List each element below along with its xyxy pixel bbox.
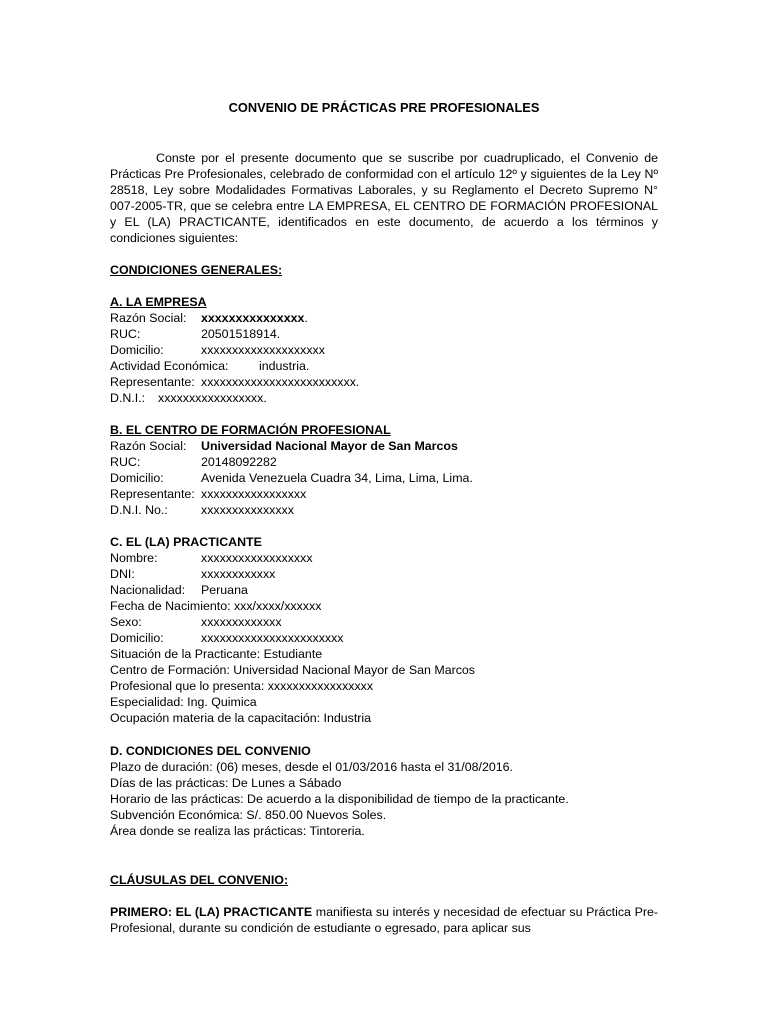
field-value: xxxxxxxxxxxx — [201, 567, 276, 581]
condiciones-section — [110, 743, 670, 839]
practicante-section — [110, 534, 670, 726]
field-suffix: . — [304, 311, 308, 325]
clausulas-heading: CLÁUSULAS DEL CONVENIO: — [110, 873, 289, 887]
empresa-heading: A. LA EMPRESA — [110, 295, 207, 309]
condiciones-heading: D. CONDICIONES DEL CONVENIO — [110, 744, 311, 758]
centro-dni-row — [110, 502, 670, 518]
condiciones-dias-line: Días de las prácticas: De Lunes a Sábado — [110, 776, 342, 790]
practicante-dni-row — [110, 566, 670, 582]
empresa-dni-row — [110, 390, 670, 406]
field-value: Avenida Venezuela Cuadra 34, Lima, Lima, Lima. — [201, 471, 473, 485]
field-value: xxxxxxxxxxxxxxxxxxxx — [201, 343, 325, 357]
field-value: Peruana — [201, 583, 248, 597]
field-value: xxxxxxxxxxxxxxxxx — [201, 487, 307, 501]
field-label: Nacionalidad: — [110, 583, 186, 597]
practicante-situacion-line: Situación de la Practicante: Estudiante — [110, 647, 323, 661]
field-value: xxxxxxxxxxxxxxx — [201, 311, 305, 325]
clause-primero-lead: PRIMERO: EL (LA) PRACTICANTE — [110, 905, 313, 919]
centro-heading: B. EL CENTRO DE FORMACIÓN PROFESIONAL — [110, 423, 391, 437]
field-value: xxxxxxxxxxxxxxx — [201, 503, 294, 517]
field-label: Nombre: — [110, 551, 158, 565]
field-label: RUC: — [110, 455, 141, 469]
empresa-section — [110, 294, 670, 406]
empresa-ruc-row — [110, 326, 670, 342]
field-label: Domicilio: — [110, 471, 164, 485]
field-value: Universidad Nacional Mayor de San Marcos — [201, 439, 458, 453]
practicante-sexo-row — [110, 614, 670, 630]
document-title: CONVENIO DE PRÁCTICAS PRE PROFESIONALES — [228, 100, 540, 115]
practicante-profesional-line: Profesional que lo presenta: xxxxxxxxxxxxxxxxx — [110, 679, 374, 693]
field-value: 20148092282 — [201, 455, 277, 469]
centro-section — [110, 422, 670, 518]
centro-domicilio-row — [110, 470, 670, 486]
practicante-centro-line: Centro de Formación: Universidad Nacional Mayor de San Marcos — [110, 663, 475, 677]
field-label: Razón Social: — [110, 439, 187, 453]
field-value: xxxxxxxxxxxxxxxxxxxxxxxxx. — [201, 375, 360, 389]
practicante-especialidad-line: Especialidad: Ing. Quimica — [110, 695, 257, 709]
centro-razon-row — [110, 438, 670, 454]
field-value: xxxxxxxxxxxxxxxxxxxxxxx — [201, 631, 344, 645]
field-value: xxxxxxxxxxxxxxxxxx — [201, 551, 313, 565]
practicante-nombre-row — [110, 550, 670, 566]
condiciones-area-line: Área donde se realiza las prácticas: Tintoreria. — [110, 824, 365, 838]
condiciones-subvencion-line: Subvención Económica: S/. 850.00 Nuevos Soles. — [110, 808, 387, 822]
centro-representante-row — [110, 486, 670, 502]
practicante-domicilio-row — [110, 630, 670, 646]
general-conditions-heading: CONDICIONES GENERALES: — [110, 263, 283, 277]
field-value: xxxxxxxxxxxxx — [201, 615, 282, 629]
field-label: Representante: — [110, 487, 195, 501]
practicante-ocupacion-line: Ocupación materia de la capacitación: Industria — [110, 711, 372, 725]
condiciones-horario-line: Horario de las prácticas: De acuerdo a la disponibilidad de tiempo de la practicante. — [110, 792, 569, 806]
empresa-representante-row — [110, 374, 670, 390]
centro-ruc-row — [110, 454, 670, 470]
condiciones-plazo-line: Plazo de duración: (06) meses, desde el 01/03/2016 hasta el 31/08/2016. — [110, 760, 513, 774]
field-label: Razón Social: — [110, 311, 187, 325]
practicante-heading: C. EL (LA) PRACTICANTE — [110, 535, 262, 549]
field-label: Actividad Económica: — [110, 359, 229, 373]
practicante-nacionalidad-row — [110, 582, 670, 598]
field-label: DNI: — [110, 567, 135, 581]
clause-primero-text: manifiesta su interés y necesidad de efectuar su Práctica Pre-Profesional, durante su condición de estudiante o egresado, para aplicar sus — [110, 905, 658, 935]
field-value: xxxxxxxxxxxxxxxxx. — [158, 391, 267, 405]
empresa-razon-row — [110, 310, 670, 326]
field-label: D.N.I.: — [110, 391, 146, 405]
intro-paragraph: Conste por el presente documento que se suscribe por cuadruplicado, el Convenio de Prácticas Pre Profesionales, celebrado de conformidad con el artículo 12º y siguientes de la Ley Nº 28518, Ley sobre Modalidades Formativas Laborales, y su Reglamento el Decreto Supremo N° 007-2005-TR, que se celebra entre LA EMPRESA, EL CENTRO DE FORMACIÓN PROFESIONAL y EL (LA) PRACTICANTE, identificados en este documento, de acuerdo a los términos y condiciones siguientes: — [110, 151, 658, 245]
field-label: Sexo: — [110, 615, 142, 629]
field-label: RUC: — [110, 327, 141, 341]
empresa-domicilio-row — [110, 342, 670, 358]
empresa-actividad-row — [110, 358, 670, 374]
field-value: industria. — [259, 359, 310, 373]
field-label: Domicilio: — [110, 631, 164, 645]
field-value: 20501518914. — [201, 327, 281, 341]
practicante-fecha-line: Fecha de Nacimiento: xxx/xxxx/xxxxxx — [110, 599, 322, 613]
field-label: Representante: — [110, 375, 195, 389]
clause-primero — [110, 904, 658, 936]
field-label: Domicilio: — [110, 343, 164, 357]
field-label: D.N.I. No.: — [110, 503, 168, 517]
